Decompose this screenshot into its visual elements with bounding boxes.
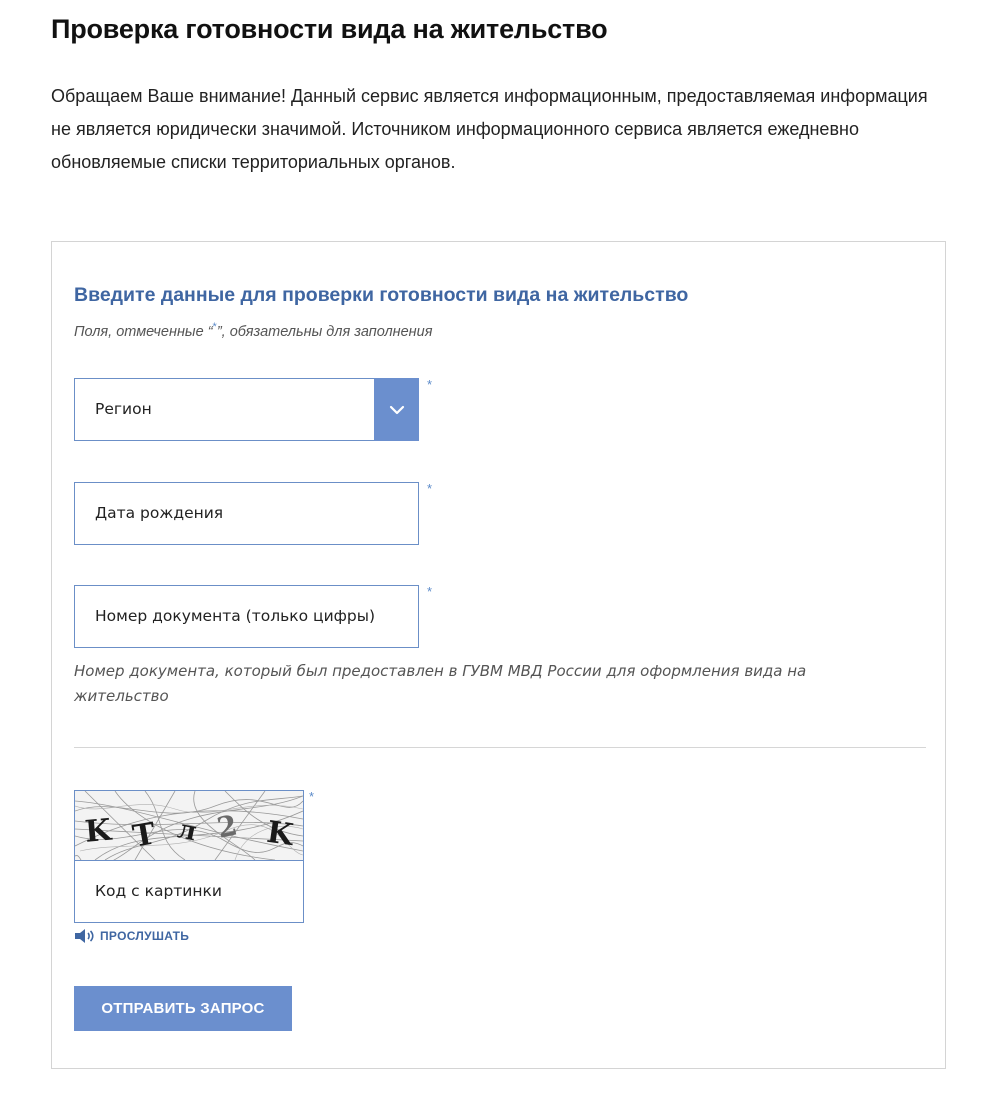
region-required-star: * [427,377,433,392]
captcha-noise [75,791,303,860]
listen-label: ПРОСЛУШАТЬ [100,929,190,943]
chevron-down-icon [389,405,405,415]
captcha-required-star: * [309,789,315,804]
submit-request-button[interactable]: ОТПРАВИТЬ ЗАПРОС [74,986,292,1031]
birth-date-required-star: * [427,481,433,496]
captcha-code-input[interactable]: Код с картинки [95,882,222,900]
captcha-image [75,791,303,861]
svg-text:T: T [130,816,159,855]
captcha-box [74,790,304,923]
listen-captcha-link[interactable] [74,928,189,944]
form-title: Введите данные для проверки готовности вида на жительство [74,284,689,306]
svg-text:л: л [175,814,200,848]
svg-text:2: 2 [214,808,241,845]
svg-text:K: K [83,812,113,850]
document-number-placeholder: Номер документа (только цифры) [95,607,376,625]
divider [74,747,926,748]
document-number-field[interactable] [74,585,419,648]
region-select[interactable] [74,378,419,441]
speaker-icon [74,928,96,944]
svg-text:K: K [264,814,296,854]
region-dropdown-button[interactable] [374,378,419,441]
document-number-required-star: * [427,584,433,599]
document-number-hint: Номер документа, который был предоставлен в ГУВМ МВД России для оформления вида на жительство [74,662,807,705]
region-select-value: Регион [95,400,152,418]
required-note-suffix: ”, обязательны для заполнения [216,323,433,340]
birth-date-field[interactable] [74,482,419,545]
required-note-prefix: Поля, отмеченные “ [74,323,213,340]
page-title: Проверка готовности вида на жительство [51,14,608,44]
required-fields-note [74,321,432,340]
service-notice: Обращаем Ваше внимание! Данный сервис является информационным, предоставляемая информация не является юридически значимой. Источником информационного сервиса является ежедневно обновляемые списки территориальных органов. [51,86,928,172]
birth-date-placeholder: Дата рождения [95,504,224,522]
required-note-star: * [212,321,217,333]
check-form [51,241,946,1069]
